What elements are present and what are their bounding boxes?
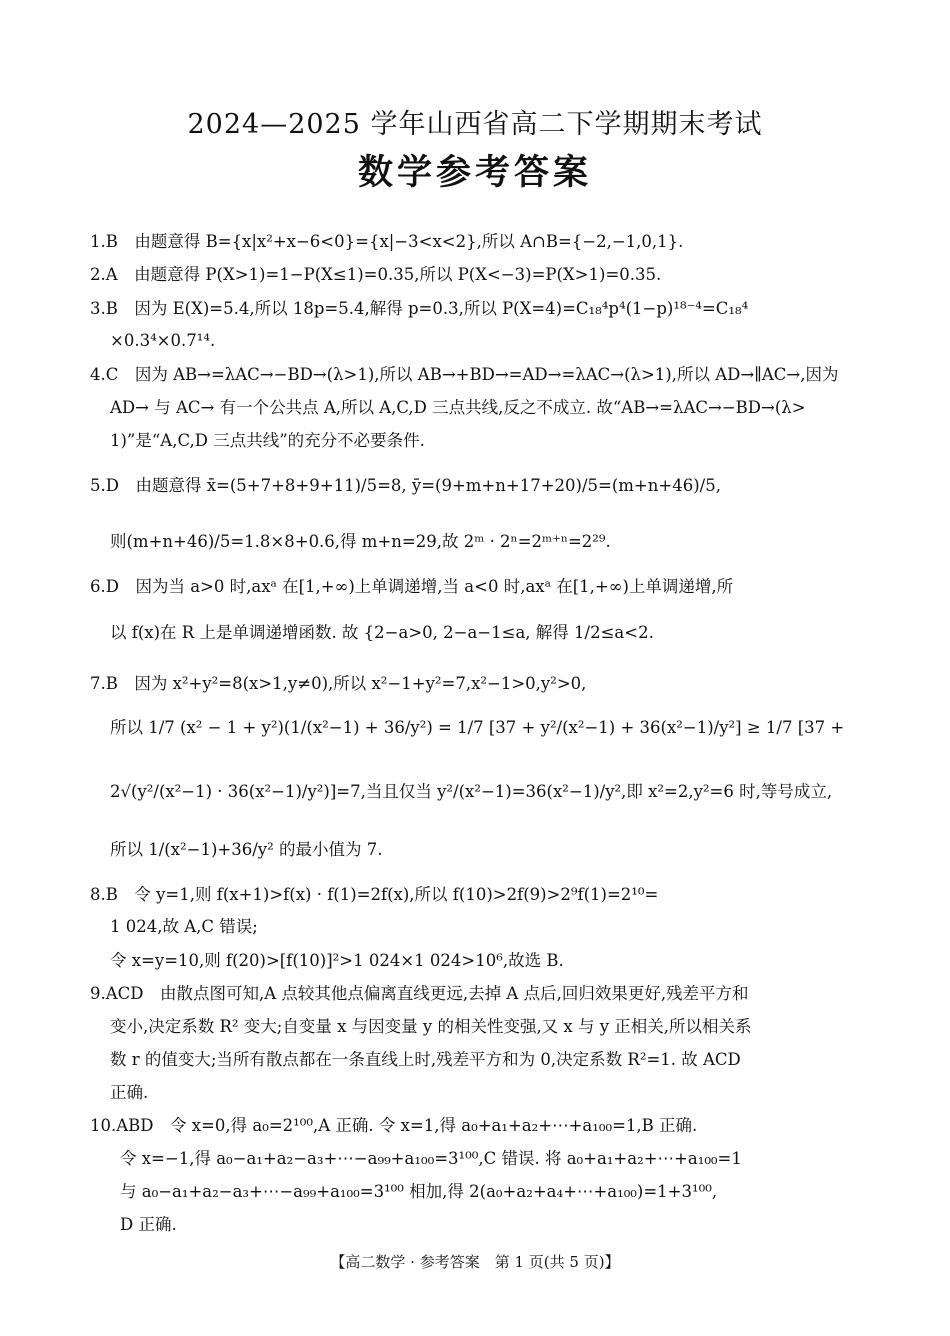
answer-7-line-2: 所以 1/7 (x² − 1 + y²)(1/(x²−1) + 36/y²) = 1/7 [37 + y²/(x²−1) + 36(x²−1)/y²] ≥ 1/7 [37 + xyxy=(110,718,845,737)
answer-5-line-2: 则(m+n+46)/5=1.8×8+0.6,得 m+n=29,故 2ᵐ · 2ⁿ=2ᵐ⁺ⁿ=2²⁹. xyxy=(110,532,611,551)
answer-9-line-4: 正确. xyxy=(110,1083,149,1102)
answer-8-line-1: 8.B 令 y=1,则 f(x+1)>f(x) · f(1)=2f(x),所以 f(10)>2f(9)>2⁹f(1)=2¹⁰= xyxy=(90,885,659,904)
answer-2: 2.A 由题意得 P(X>1)=1−P(X≤1)=0.35,所以 P(X<−3)=P(X>1)=0.35. xyxy=(90,265,662,284)
answer-7-line-1: 7.B 因为 x²+y²=8(x>1,y≠0),所以 x²−1+y²=7,x²−1>0,y²>0, xyxy=(90,674,587,693)
answer-9-line-2: 变小,决定系数 R² 变大;自变量 x 与因变量 y 的相关性变强,又 x 与 y 正相关,所以相关系 xyxy=(110,1017,752,1036)
answer-10-line-4: D 正确. xyxy=(120,1215,177,1234)
page-subtitle: 数学参考答案 xyxy=(357,152,592,193)
answer-10-line-2: 令 x=−1,得 a₀−a₁+a₂−a₃+⋯−a₉₉+a₁₀₀=3¹⁰⁰,C 错误. 将 a₀+a₁+a₂+⋯+a₁₀₀=1 xyxy=(120,1149,742,1168)
answer-7-line-4: 所以 1/(x²−1)+36/y² 的最小值为 7. xyxy=(110,840,383,859)
answer-3-line-2: ×0.3⁴×0.7¹⁴. xyxy=(110,331,216,350)
answer-9-line-3: 数 r 的值变大;当所有散点都在一条直线上时,残差平方和为 0,决定系数 R²=1. 故 ACD xyxy=(110,1050,741,1069)
answer-9-line-1: 9.ACD 由散点图可知,A 点较其他点偏离直线更远,去掉 A 点后,回归效果更好,残差平方和 xyxy=(90,984,749,1003)
answer-3-line-1: 3.B 因为 E(X)=5.4,所以 18p=5.4,解得 p=0.3,所以 P(X=4)=C₁₈⁴p⁴(1−p)¹⁸⁻⁴=C₁₈⁴ xyxy=(90,299,749,318)
answer-4-line-3: 1)”是“A,C,D 三点共线”的充分不必要条件. xyxy=(110,431,425,450)
answer-10-line-3: 与 a₀−a₁+a₂−a₃+⋯−a₉₉+a₁₀₀=3¹⁰⁰ 相加,得 2(a₀+a₂+a₄+⋯+a₁₀₀)=1+3¹⁰⁰, xyxy=(120,1182,718,1201)
answer-1: 1.B 由题意得 B={x|x²+x−6<0}={x|−3<x<2},所以 A∩B={−2,−1,0,1}. xyxy=(90,232,684,251)
answer-7-line-3: 2√(y²/(x²−1) · 36(x²−1)/y²)]=7,当且仅当 y²/(x²−1)=36(x²−1)/y²,即 x²=2,y²=6 时,等号成立, xyxy=(110,782,833,801)
answer-8-line-3: 令 x=y=10,则 f(20)>[f(10)]²>1 024×1 024>10⁶,故选 B. xyxy=(110,951,564,970)
answer-4-line-2: AD→ 与 AC→ 有一个公共点 A,所以 A,C,D 三点共线,反之不成立. 故“AB→=λAC→−BD→(λ> xyxy=(110,398,806,417)
answer-6-line-2: 以 f(x)在 R 上是单调递增函数. 故 {2−a>0, 2−a−1≤a, 解得 1/2≤a<2. xyxy=(110,623,654,642)
answer-8-line-2: 1 024,故 A,C 错误; xyxy=(110,917,258,936)
answer-10-line-1: 10.ABD 令 x=0,得 a₀=2¹⁰⁰,A 正确. 令 x=1,得 a₀+a₁+a₂+⋯+a₁₀₀=1,B 正确. xyxy=(90,1116,698,1135)
answer-6-line-1: 6.D 因为当 a>0 时,axᵃ 在[1,+∞)上单调递增,当 a<0 时,axᵃ 在[1,+∞)上单调递增,所 xyxy=(90,577,734,596)
answer-4-line-1: 4.C 因为 AB→=λAC→−BD→(λ>1),所以 AB→+BD→=AD→=λAC→(λ>1),所以 AD→∥AC→,因为 xyxy=(90,365,839,384)
page-title: 2024—2025 学年山西省高二下学期期末考试 xyxy=(187,109,763,140)
answer-5-line-1: 5.D 由题意得 x̄=(5+7+8+9+11)/5=8, ȳ=(9+m+n+17+20)/5=(m+n+46)/5, xyxy=(90,476,721,495)
page-footer: 【高二数学 · 参考答案 第 1 页(共 5 页)】 xyxy=(330,1253,620,1271)
